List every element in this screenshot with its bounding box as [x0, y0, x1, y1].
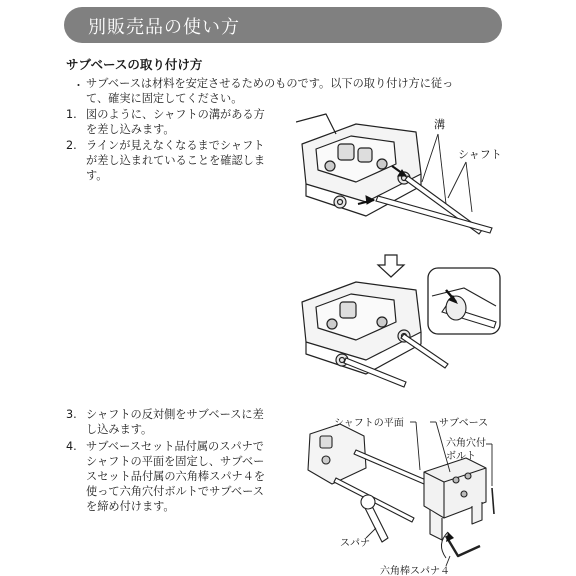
page-title: 別販売品の使い方	[88, 17, 240, 38]
bullet-mark: ・	[73, 79, 84, 92]
label-bolt-line-1: 六角穴付	[446, 438, 486, 449]
figure-shaft-insertion	[296, 104, 506, 254]
step-1-number: 1.	[66, 108, 77, 121]
intro-line-1: サブベースは材料を安定させるためのものです。以下の取り付け方に従っ	[86, 77, 454, 90]
page-header-bar	[64, 7, 502, 43]
step-2-line-2: が差し込まれていることを確認しま	[86, 154, 266, 167]
step-3-number: 3.	[66, 408, 77, 421]
label-subbase: サブベース	[439, 418, 489, 429]
step-4-line-1: サブベースセット品付属のスパナで	[86, 440, 264, 453]
step-3-line-1: シャフトの反対側をサブベースに差	[86, 408, 264, 421]
step-2-line-3: す。	[86, 169, 108, 182]
intro-line-2: て、確実に固定してください。	[86, 92, 243, 105]
step-4-number: 4.	[66, 440, 77, 453]
step-1-line-1: 図のように、シャフトの溝がある方	[86, 108, 265, 121]
label-groove: 溝	[434, 118, 445, 131]
figure-subbase-mounting	[296, 406, 506, 576]
step-2-number: 2.	[66, 139, 77, 152]
label-hex-wrench: 六角棒スパナ４	[380, 566, 450, 576]
figure-shaft-inserted	[296, 266, 506, 406]
step-4-line-2: シャフトの平面を固定し、サブベー	[86, 455, 265, 468]
label-bolt-line-2: ボルト	[446, 451, 476, 462]
label-spanner: スパナ	[340, 538, 370, 549]
step-3-line-2: し込みます。	[86, 423, 153, 436]
label-shaft: シャフト	[458, 148, 502, 161]
step-4-line-4: 使って六角穴付ボルトでサブベース	[86, 485, 264, 498]
step-4-line-5: を締め付けます。	[86, 500, 175, 513]
section-title: サブベースの取り付け方	[66, 57, 203, 72]
label-shaft-flat: シャフトの平面	[334, 418, 404, 429]
step-2-line-1: ラインが見えなくなるまでシャフト	[86, 139, 265, 152]
step-1-line-2: を差し込みます。	[86, 123, 175, 136]
step-4-line-3: スセット品付属の六角棒スパナ４を	[86, 470, 266, 483]
